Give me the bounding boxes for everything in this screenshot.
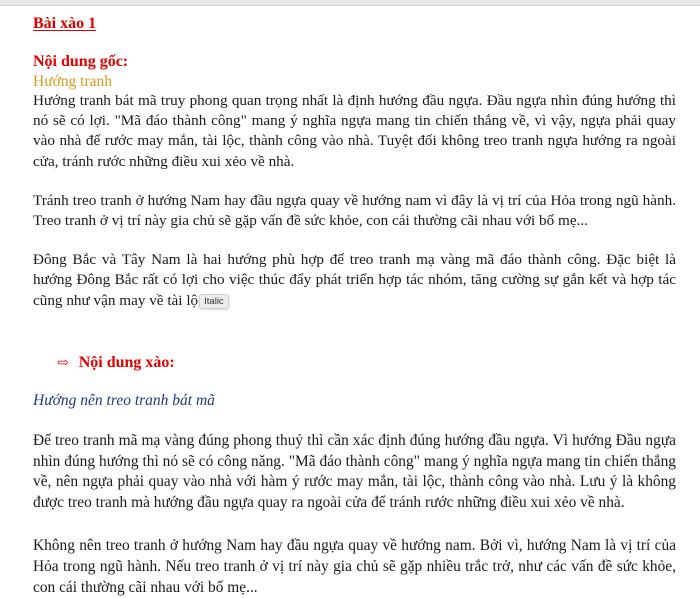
rewritten-heading-row	[57, 353, 676, 374]
rewritten-subheading: Hướng nên treo tranh bát mã	[33, 391, 215, 409]
document-title: Bài xào 1	[33, 15, 97, 32]
original-paragraph-3-text: Đông Bắc và Tây Nam là hai hướng phù hợp để treo tranh mạ vàng mã đáo thành công. Đặc biệt là hướng Đông Bắc rất có lợi cho việc thúc đẩy phát triển hợp tác nhóm, tăng cường sự gắn kết và hợp tác cũng như vận may về tài lộ	[33, 251, 676, 309]
rewritten-paragraph-1[interactable]: Để treo tranh mã mạ vàng đúng phong thuỷ thì cần xác định đúng hướng đầu ngựa. Vì hướng Đầu ngựa nhìn đúng hướng thì nó sẽ có công năng. "Mã đáo thành công" mang ý nghĩa ngựa mang tin chiến thắng về, nên ngựa phải quay vào nhà với hàm ý rước may mắn, tài lộc, thành công vào nhà. Lưu ý là không được treo tranh mà hướng đầu ngựa quay ra ngoài cửa để tránh rước những điều xui xẻo về nhà.	[33, 431, 676, 512]
original-subheading: Hướng tranh	[33, 73, 113, 90]
original-paragraph-2[interactable]: Tránh treo tranh ở hướng Nam hay đầu ngựa quay về hướng nam vì đây là vị trí của Hỏa trong ngũ hành. Treo tranh ở vị trí này gia chủ sẽ gặp vấn đề sức khỏe, con cái thường cãi nhau với bố mẹ...	[33, 191, 676, 230]
original-paragraph-3[interactable]	[33, 250, 676, 311]
original-heading: Nội dung gốc:	[33, 53, 129, 70]
format-tooltip: Italic	[199, 294, 229, 309]
original-paragraph-1[interactable]: Hướng tranh bát mã truy phong quan trọng nhất là định hướng đầu ngựa. Đầu ngựa nhìn đúng hướng thì nó sẽ có lợi. "Mã đáo thành công" mang ý nghĩa ngựa mang tin chiến thắng về, vì vậy, ngựa phải quay vào nhà để rước may mắn, tài lộc, thành công vào nhà. Tuyệt đối không treo tranh ngựa hướng ra ngoài cửa, tránh rước những điều xui xẻo về nhà.	[33, 92, 676, 170]
right-arrow-icon: ⇨	[57, 355, 69, 371]
rewritten-heading: Nội dung xào:	[78, 353, 175, 371]
rewritten-paragraph-2[interactable]: Không nên treo tranh ở hướng Nam hay đầu ngựa quay về hướng nam. Bởi vì, hướng Nam là vị trí của Hỏa trong ngũ hành. Nếu treo tranh ở vị trí này gia chủ sẽ gặp nhiều trắc trở, như các vấn đề sức khỏe, con cái thường cãi nhau với bố mẹ...	[33, 537, 676, 596]
